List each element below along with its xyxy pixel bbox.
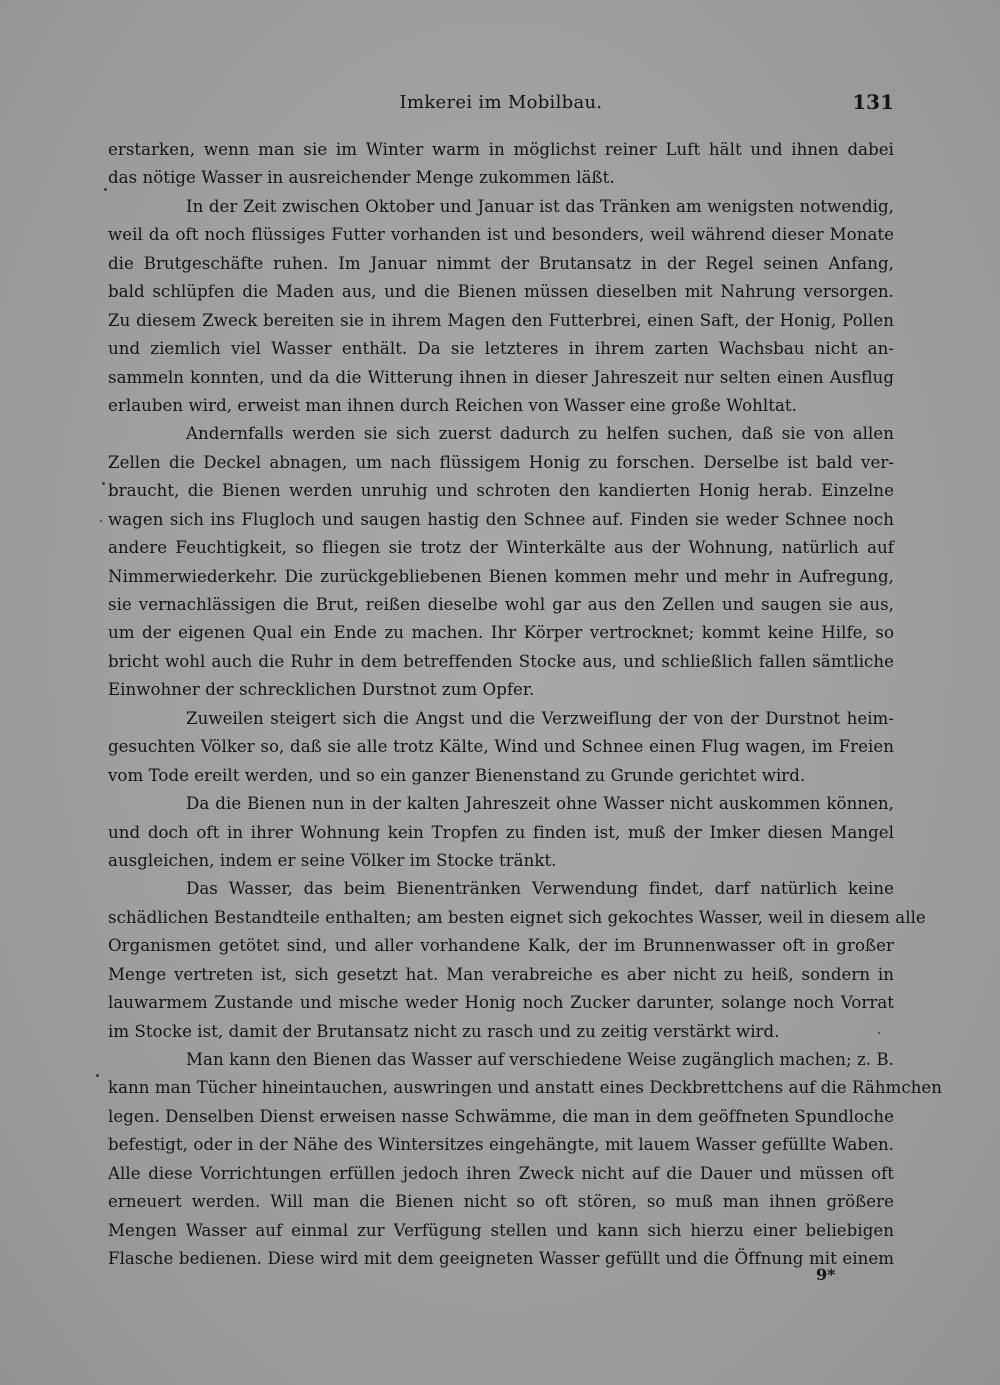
text-line: gesuchten Völker so, daß sie alle trotz Kälte, Wind und Schnee einen Flug wagen, im Freien bbox=[108, 737, 894, 757]
text-line: Das Wasser, das beim Bienentränken Verwendung findet, darf natürlich keine bbox=[186, 879, 894, 899]
paper-speck bbox=[96, 1074, 99, 1077]
text-line: schädlichen Bestandteile enthalten; am besten eignet sich gekochtes Wasser, weil in diesem alle bbox=[108, 907, 926, 927]
text-line: bald schlüpfen die Maden aus, und die Bienen müssen dieselben mit Nahrung versorgen. bbox=[108, 282, 894, 302]
text-line: Zuweilen steigert sich die Angst und die Verzweiflung der von der Durstnot heim- bbox=[186, 708, 894, 728]
paper-speck bbox=[100, 520, 102, 522]
text-line: Man kann den Bienen das Wasser auf verschiedene Weise zugänglich machen; z. B. bbox=[186, 1050, 894, 1069]
text-line: im Stocke ist, damit der Brutansatz nicht zu rasch und zu zeitig verstärkt wird. bbox=[108, 1021, 780, 1041]
text-line: legen. Denselben Dienst erweisen nasse Schwämme, die man in dem geöffneten Spundloche bbox=[108, 1106, 894, 1126]
text-line: Zu diesem Zweck bereiten sie in ihrem Magen den Futterbrei, einen Saft, der Honig, Pollen bbox=[108, 310, 894, 330]
signature-mark: 9* bbox=[816, 1265, 836, 1284]
text-line: Menge vertreten ist, sich gesetzt hat. Man verabreiche es aber nicht zu heiß, sondern in bbox=[108, 964, 894, 984]
text-line: Alle diese Vorrichtungen erfüllen jedoch ihren Zweck nicht auf die Dauer und müssen oft bbox=[108, 1163, 894, 1183]
text-line: erneuert werden. Will man die Bienen nicht so oft stören, so muß man ihnen größere bbox=[108, 1192, 894, 1212]
paper-speck bbox=[104, 188, 107, 191]
text-line: kann man Tücher hineintauchen, auswringen und anstatt eines Deckbrettchens auf die Rähmchen bbox=[108, 1078, 943, 1098]
text-line: um der eigenen Qual ein Ende zu machen. Ihr Körper vertrocknet; kommt keine Hilfe, so bbox=[108, 623, 894, 643]
text-line: wagen sich ins Flugloch und saugen hastig den Schnee auf. Finden sie weder Schnee noch bbox=[108, 509, 894, 529]
text-line: das nötige Wasser in ausreichender Menge zukommen läßt. bbox=[108, 168, 615, 188]
body-text bbox=[108, 136, 943, 1274]
text-line: Flasche bedienen. Diese wird mit dem geeigneten Wasser gefüllt und die Öffnung mit einem bbox=[108, 1249, 894, 1269]
running-head-title: Imkerei im Mobilbau. bbox=[399, 92, 603, 113]
text-line: andere Feuchtigkeit, so fliegen sie trotz der Winterkälte aus der Wohnung, natürlich auf bbox=[108, 538, 894, 558]
text-line: und doch oft in ihrer Wohnung kein Tropfen zu finden ist, muß der Imker diesen Mangel bbox=[108, 822, 894, 842]
paper-speck bbox=[878, 1032, 880, 1034]
text-line: Organismen getötet sind, und aller vorhandene Kalk, der im Brunnenwasser oft in großer bbox=[108, 936, 894, 956]
paper-speck bbox=[102, 482, 105, 485]
text-line: braucht, die Bienen werden unruhig und schroten den kandierten Honig herab. Einzelne bbox=[108, 481, 894, 501]
text-line: erlauben wird, erweist man ihnen durch Reichen von Wasser eine große Wohltat. bbox=[108, 395, 797, 415]
text-line: Andernfalls werden sie sich zuerst dadurch zu helfen suchen, daß sie von allen bbox=[186, 424, 894, 444]
text-line: sie vernachlässigen die Brut, reißen dieselbe wohl gar aus den Zellen und saugen sie aus, bbox=[108, 595, 894, 614]
text-line: sammeln konnten, und da die Witterung ihnen in dieser Jahreszeit nur selten einen Ausflug bbox=[108, 367, 894, 387]
text-line: lauwarmem Zustande und mische weder Honig noch Zucker darunter, solange noch Vorrat bbox=[108, 993, 894, 1013]
text-line: vom Tode ereilt werden, und so ein ganzer Bienenstand zu Grunde gerichtet wird. bbox=[108, 765, 806, 785]
text-line: Nimmerwiederkehr. Die zurückgebliebenen Bienen kommen mehr und mehr in Aufregung, bbox=[108, 566, 894, 586]
running-head bbox=[108, 92, 894, 120]
page-number: 131 bbox=[852, 90, 894, 114]
text-line: weil da oft noch flüssiges Futter vorhanden ist und besonders, weil während dieser Monate bbox=[108, 225, 894, 245]
text-line: Mengen Wasser auf einmal zur Verfügung stellen und kann sich hierzu einer beliebigen bbox=[108, 1220, 894, 1240]
text-line: erstarken, wenn man sie im Winter warm in möglichst reiner Luft hält und ihnen dabei bbox=[108, 140, 894, 159]
text-line: befestigt, oder in der Nähe des Wintersitzes eingehängte, mit lauem Wasser gefüllte Waben. bbox=[108, 1135, 894, 1155]
text-line: Zellen die Deckel abnagen, um nach flüssigem Honig zu forschen. Derselbe ist bald ver- bbox=[108, 452, 894, 472]
text-line: ausgleichen, indem er seine Völker im Stocke tränkt. bbox=[108, 850, 557, 870]
text-line: bricht wohl auch die Ruhr in dem betreffenden Stocke aus, und schließlich fallen sämtliche bbox=[108, 651, 894, 671]
text-line: Einwohner der schrecklichen Durstnot zum Opfer. bbox=[108, 680, 535, 700]
text-line: die Brutgeschäfte ruhen. Im Januar nimmt der Brutansatz in der Regel seinen Anfang, bbox=[108, 253, 894, 273]
text-line: und ziemlich viel Wasser enthält. Da sie letzteres in ihrem zarten Wachsbau nicht an- bbox=[108, 339, 894, 359]
text-line: Da die Bienen nun in der kalten Jahreszeit ohne Wasser nicht auskommen können, bbox=[186, 794, 894, 814]
text-line: In der Zeit zwischen Oktober und Januar ist das Tränken am wenigsten notwendig, bbox=[186, 196, 894, 216]
